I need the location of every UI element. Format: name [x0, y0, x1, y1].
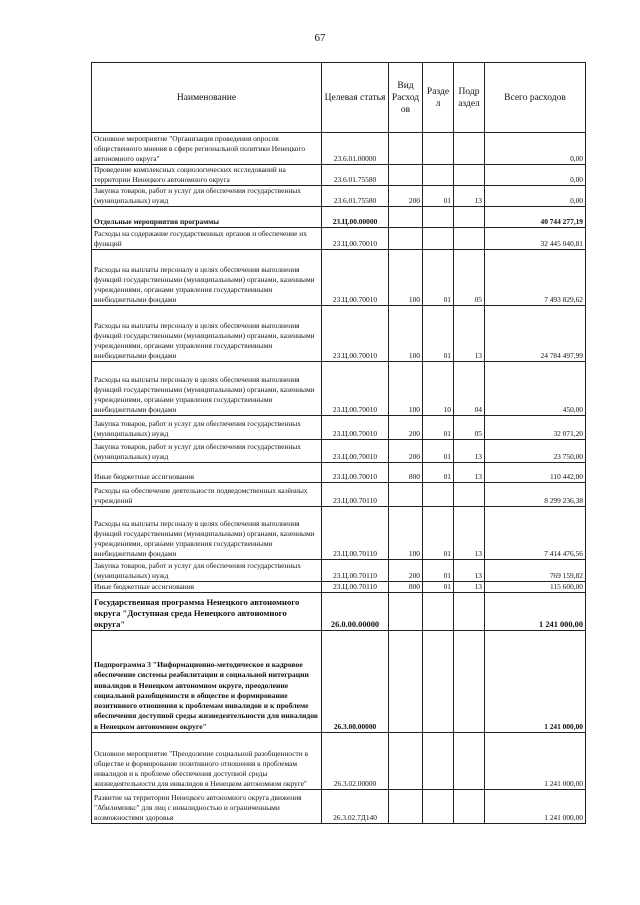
- row-total: 0,00: [485, 133, 586, 165]
- row-razd: 10: [423, 362, 454, 416]
- row-code: 23.6.01.75580: [322, 165, 389, 186]
- row-code: 23.Ц.00.70010: [322, 440, 389, 463]
- row-vid: [389, 133, 423, 165]
- row-name: Основное мероприятие "Организация проведения опросов общественного мнения в сфере региональной политики Ненецкого автономного округа": [92, 133, 322, 165]
- row-code: 26.3.02.00000: [322, 733, 389, 790]
- row-name: Проведение комплексных социологических исследований на территории Ненецкого автономного округа: [92, 165, 322, 186]
- row-vid: [389, 207, 423, 228]
- row-code: 23.Ц.00.70010: [322, 416, 389, 440]
- row-razd: [423, 790, 454, 824]
- row-code: 23.Ц.00.70110: [322, 560, 389, 582]
- row-podrazd: 13: [454, 306, 485, 362]
- row-name: Расходы на содержание государственных органов и обеспечение их функций: [92, 228, 322, 250]
- row-name: Закупка товаров, работ и услуг для обеспечения государственных (муниципальных) нужд: [92, 186, 322, 207]
- row-total: 1 241 000,00: [485, 631, 586, 733]
- table-row: [92, 582, 586, 593]
- row-total: 32 445 040,81: [485, 228, 586, 250]
- table-row: [92, 507, 586, 560]
- row-vid: [389, 593, 423, 631]
- table-row: [92, 463, 586, 483]
- row-name: Государственная программа Ненецкого автономного округа "Доступная среда Ненецкого автономного округа": [92, 593, 322, 631]
- row-name: Подпрограмма 3 "Информационно-методическое и кадровое обеспечение системы реабилитации и социальной интеграции инвалидов в Ненецком автономном округе, преодоление социальной разобщенности в обществе и формирование позитивного отношения к проблемам инвалидов и к проблеме обеспечения доступной среды жизнедеятельности для инвалидов в Ненецком автономном округе": [92, 631, 322, 733]
- row-razd: [423, 733, 454, 790]
- row-vid: 800: [389, 463, 423, 483]
- row-code: 23.Ц.00.70110: [322, 507, 389, 560]
- row-podrazd: [454, 228, 485, 250]
- table-row: [92, 790, 586, 824]
- row-razd: [423, 165, 454, 186]
- row-name: Закупка товаров, работ и услуг для обеспечения государственных (муниципальных) нужд: [92, 440, 322, 463]
- row-razd: [423, 207, 454, 228]
- table-row: [92, 362, 586, 416]
- row-podrazd: [454, 631, 485, 733]
- row-code: 23.Ц.00.70010: [322, 228, 389, 250]
- row-razd: [423, 228, 454, 250]
- header-target-article: Целевая статья: [322, 63, 389, 133]
- row-podrazd: 13: [454, 463, 485, 483]
- row-name: Развитие на территории Ненецкого автономного округа движения "Абилимпикс" для лиц с инвалидностью и ограниченными возможностями здоровья: [92, 790, 322, 824]
- table-row: [92, 133, 586, 165]
- row-podrazd: [454, 133, 485, 165]
- row-code: 26.0.00.00000: [322, 593, 389, 631]
- row-name: Иные бюджетные ассигнования: [92, 582, 322, 593]
- row-vid: [389, 228, 423, 250]
- row-razd: 01: [423, 250, 454, 306]
- row-code: 23.Ц.00.70010: [322, 463, 389, 483]
- row-name: Расходы на выплаты персоналу в целях обеспечения выполнения функций государственными (муниципальными) органами, казенными учреждениями, органами управления государственными внебюджетными фондами: [92, 507, 322, 560]
- row-razd: 01: [423, 416, 454, 440]
- table-row: [92, 440, 586, 463]
- header-total: Всего расходов: [485, 63, 586, 133]
- row-razd: [423, 133, 454, 165]
- row-name: Закупка товаров, работ и услуг для обеспечения государственных (муниципальных) нужд: [92, 560, 322, 582]
- row-podrazd: [454, 790, 485, 824]
- row-code: 26.3.00.00000: [322, 631, 389, 733]
- row-name: Иные бюджетные ассигнования: [92, 463, 322, 483]
- row-razd: [423, 631, 454, 733]
- table-header-row: [92, 63, 586, 133]
- row-vid: [389, 165, 423, 186]
- row-vid: 200: [389, 440, 423, 463]
- row-razd: [423, 593, 454, 631]
- header-name: Наименование: [92, 63, 322, 133]
- row-total: 1 241 000,00: [485, 733, 586, 790]
- row-razd: 01: [423, 463, 454, 483]
- table-row: [92, 733, 586, 790]
- row-vid: [389, 790, 423, 824]
- row-razd: 01: [423, 582, 454, 593]
- table-row: [92, 165, 586, 186]
- row-total: 115 600,00: [485, 582, 586, 593]
- row-total: 0,00: [485, 165, 586, 186]
- row-name: Отдельные мероприятия программы: [92, 207, 322, 228]
- budget-table: [91, 62, 586, 824]
- row-podrazd: [454, 733, 485, 790]
- row-razd: 01: [423, 440, 454, 463]
- row-podrazd: 13: [454, 440, 485, 463]
- row-razd: [423, 483, 454, 507]
- row-code: 23.Ц.00.70010: [322, 250, 389, 306]
- row-name: Расходы на выплаты персоналу в целях обеспечения выполнения функций государственными (муниципальными) органами, казенными учреждениями, органами управления государственными внебюджетными фондами: [92, 362, 322, 416]
- table-row: [92, 207, 586, 228]
- row-total: 0,00: [485, 186, 586, 207]
- header-section: Разде л: [423, 63, 454, 133]
- row-code: 23.Ц.00.70010: [322, 362, 389, 416]
- row-total: 769 159,82: [485, 560, 586, 582]
- row-name: Закупка товаров, работ и услуг для обеспечения государственных (муниципальных) нужд: [92, 416, 322, 440]
- row-name: Основное мероприятие "Преодоление социальной разобщенности в обществе и формирование позитивного отношения к проблемам инвалидов и к проблеме обеспечения доступной среды жизнедеятельности для инвалидов в Ненецком автономном округе": [92, 733, 322, 790]
- row-vid: 100: [389, 507, 423, 560]
- row-total: 7 414 476,56: [485, 507, 586, 560]
- row-podrazd: [454, 483, 485, 507]
- row-vid: 200: [389, 560, 423, 582]
- row-total: 7 493 829,62: [485, 250, 586, 306]
- row-razd: 01: [423, 560, 454, 582]
- row-podrazd: [454, 165, 485, 186]
- table-row: [92, 416, 586, 440]
- row-name: Расходы на выплаты персоналу в целях обеспечения выполнения функций государственными (муниципальными) органами, казенными учреждениями, органами управления государственными внебюджетными фондами: [92, 306, 322, 362]
- row-code: 23.Ц.00.00000: [322, 207, 389, 228]
- table-row: [92, 250, 586, 306]
- row-name: Расходы на обеспечение деятельности подведомственных казённых учреждений: [92, 483, 322, 507]
- table-row: [92, 593, 586, 631]
- row-podrazd: [454, 593, 485, 631]
- row-code: 26.3.02.7Д140: [322, 790, 389, 824]
- row-code: 23.Ц.00.70110: [322, 483, 389, 507]
- row-total: 110 442,00: [485, 463, 586, 483]
- row-vid: [389, 733, 423, 790]
- row-vid: 100: [389, 306, 423, 362]
- row-podrazd: 05: [454, 250, 485, 306]
- row-razd: 01: [423, 186, 454, 207]
- row-name: Расходы на выплаты персоналу в целях обеспечения выполнения функций государственными (муниципальными) органами, казенными учреждениями, органами управления государственными внебюджетными фондами: [92, 250, 322, 306]
- row-code: 23.6.01.00000: [322, 133, 389, 165]
- row-total: 450,00: [485, 362, 586, 416]
- row-vid: 100: [389, 250, 423, 306]
- row-code: 23.Ц.00.70110: [322, 582, 389, 593]
- row-total: 1 241 000,00: [485, 790, 586, 824]
- row-razd: 01: [423, 306, 454, 362]
- row-total: 23 750,00: [485, 440, 586, 463]
- row-total: 40 744 277,19: [485, 207, 586, 228]
- row-vid: [389, 631, 423, 733]
- row-vid: 200: [389, 186, 423, 207]
- row-total: 24 784 497,99: [485, 306, 586, 362]
- row-total: 8 299 236,38: [485, 483, 586, 507]
- row-podrazd: 13: [454, 186, 485, 207]
- row-podrazd: 13: [454, 582, 485, 593]
- row-total: 1 241 000,00: [485, 593, 586, 631]
- row-podrazd: 04: [454, 362, 485, 416]
- row-vid: 200: [389, 416, 423, 440]
- row-podrazd: 13: [454, 560, 485, 582]
- table-row: [92, 560, 586, 582]
- page-number: 67: [314, 32, 326, 44]
- row-podrazd: 05: [454, 416, 485, 440]
- row-code: 23.6.01.75580: [322, 186, 389, 207]
- row-podrazd: [454, 207, 485, 228]
- table-row: [92, 631, 586, 733]
- table-row: [92, 483, 586, 507]
- row-vid: [389, 483, 423, 507]
- table-row: [92, 228, 586, 250]
- header-subsection: Подр аздел: [454, 63, 485, 133]
- header-expense-type: Вид Расход ов: [389, 63, 423, 133]
- table-row: [92, 306, 586, 362]
- row-code: 23.Ц.00.70010: [322, 306, 389, 362]
- row-vid: 800: [389, 582, 423, 593]
- table-row: [92, 186, 586, 207]
- row-podrazd: 13: [454, 507, 485, 560]
- row-total: 32 071,20: [485, 416, 586, 440]
- row-vid: 100: [389, 362, 423, 416]
- row-razd: 01: [423, 507, 454, 560]
